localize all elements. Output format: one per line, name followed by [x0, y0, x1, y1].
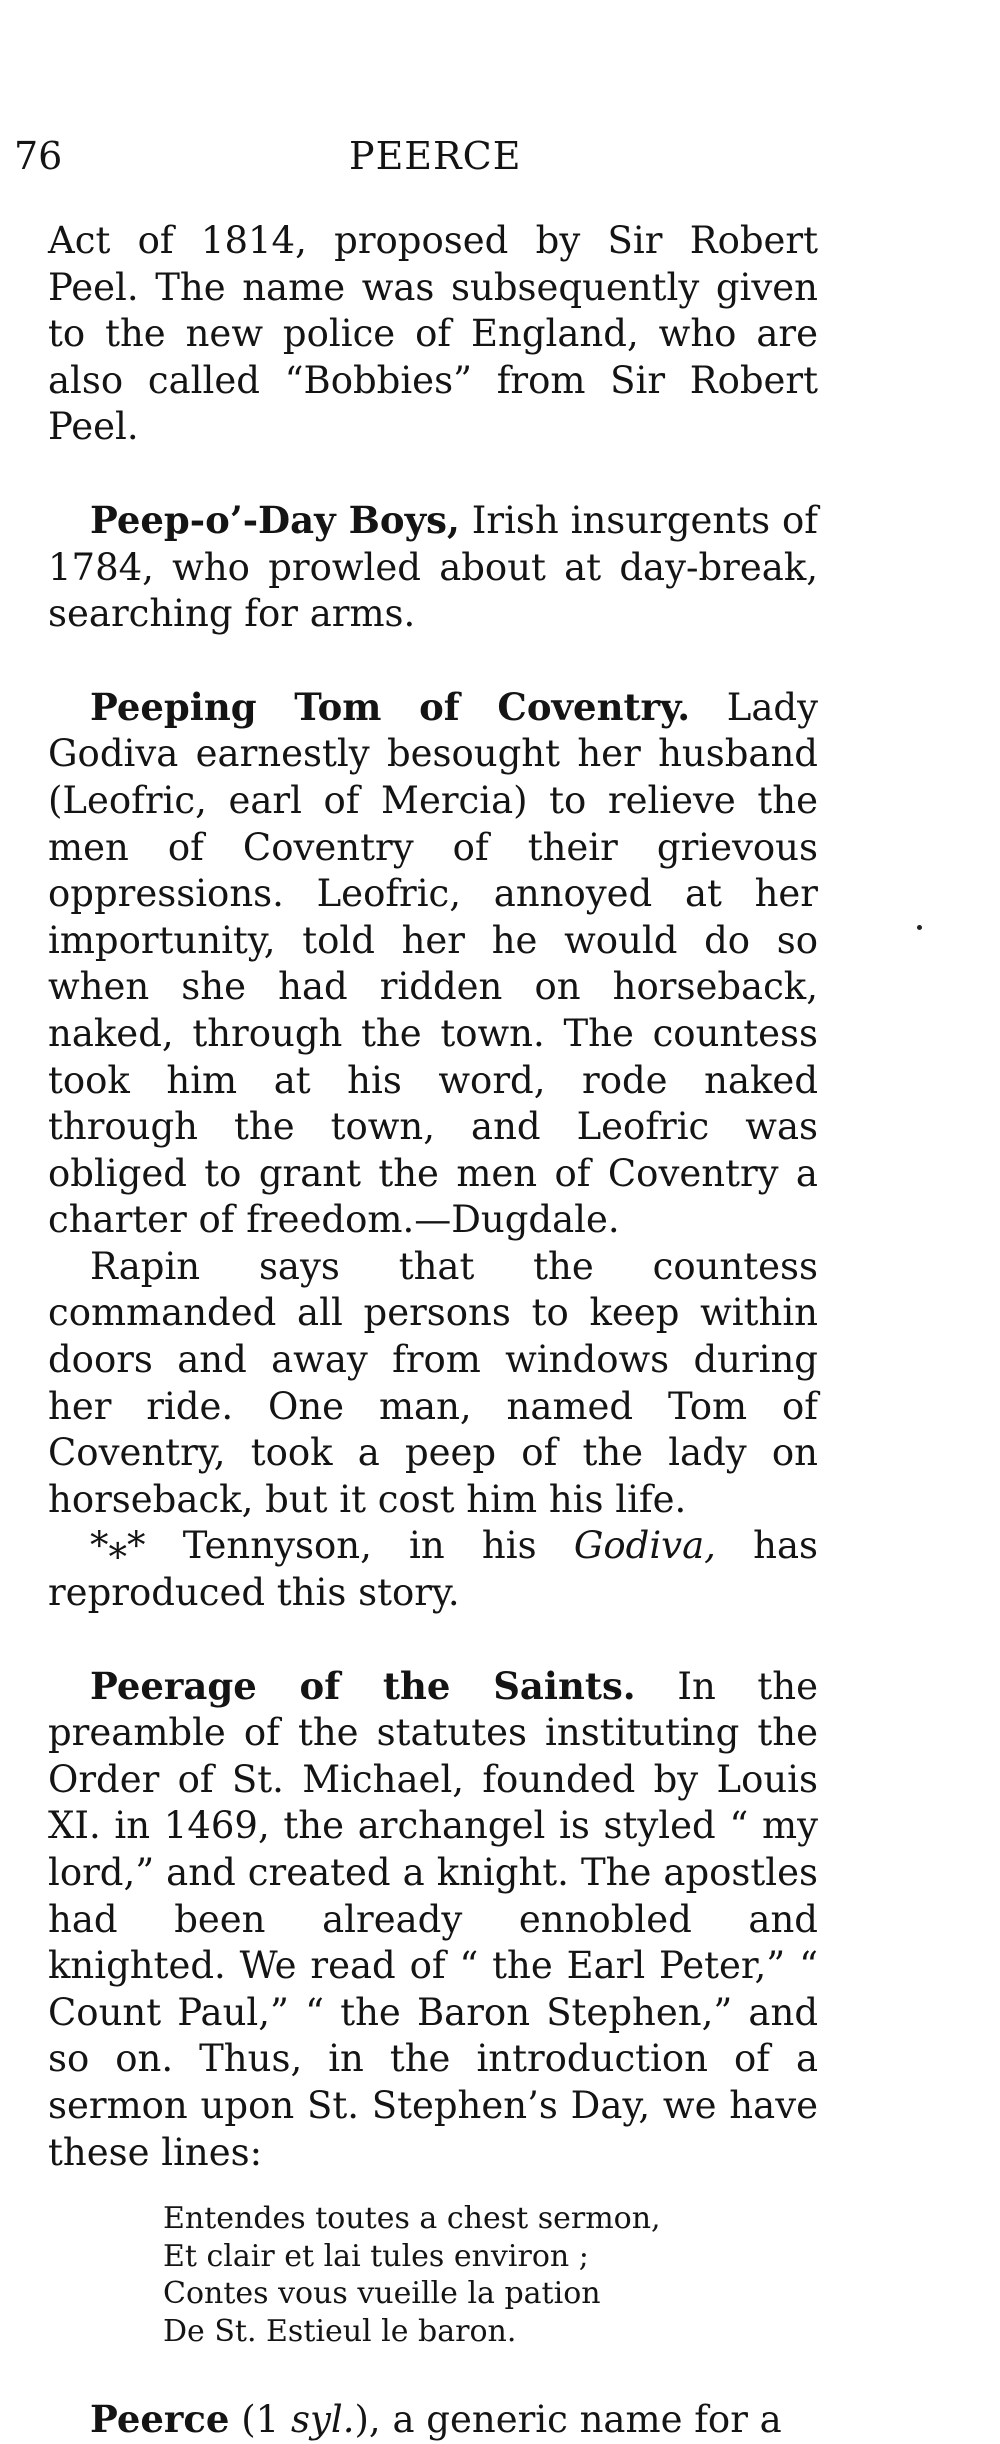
- entry-definition: In the preamble of the statutes instituting the Order of St. Michael, founded by Louis XI. in 1469, the archangel is styled “ my lord,” and created a knight. The apostles had been already ennobled and knighted. We read of “ the Earl Peter,” “ Count Paul,” “ the Baron Stephen,” and so on. Thus, in the introduction of a sermon upon St. Stephen’s Day, we have these lines:: [48, 1664, 819, 2174]
- entry-peeping-tom: [48, 684, 818, 1244]
- asterism-mark: *⁎*: [90, 1524, 146, 1568]
- entry-peerce: Peerce (1 syl.), a generic name for a: [90, 2397, 782, 2442]
- running-head: PEERCE: [349, 134, 522, 178]
- work-title: Godiva,: [573, 1524, 716, 1568]
- stray-ink-dot: [917, 925, 922, 930]
- editorial-note: *⁎* Tennyson, in his Godiva, has reproduced this story.: [48, 1524, 818, 1615]
- entry-continuation: Act of 1814, proposed by Sir Robert Peel. The name was subsequently given to the new police of England, who are also called “Bobbies” from Sir Robert Peel.: [48, 219, 818, 449]
- verse-quotation: [163, 2200, 818, 2350]
- entry-headword: Peerce: [90, 2397, 230, 2442]
- verse-line: De St. Estieul le baron.: [163, 2313, 517, 2349]
- entry-definition: Irish insurgents of 1784, who prowled about at day-break, searching for arms.: [48, 498, 818, 636]
- verse-line: Entendes toutes a chest sermon,: [163, 2201, 661, 2237]
- entry-headword: Peeping Tom of Coventry.: [90, 684, 691, 729]
- entry-definition: Lady Godiva earnestly besought her husband (Leofric, earl of Mercia) to relieve the men of Coventry of their grievous oppressions. Leofric, annoyed at her importunity, told her he would do so when she had ridden on horseback, naked, through the town. The countess took him at his word, rode naked through the town, and Leofric was obliged to grant the men of Coventry a charter of freedom.—Dugdale.: [48, 685, 818, 1242]
- page-header: [14, 128, 814, 184]
- abbreviation: syl.: [291, 2398, 355, 2442]
- entry-definition: a generic name for a: [392, 2398, 782, 2442]
- entry-peerage-of-the-saints: [48, 1663, 818, 2177]
- entry-headword: Peerage of the Saints.: [90, 1663, 636, 1708]
- verse-line: Et clair et lai tules environ ;: [163, 2238, 589, 2274]
- page-number: 76: [14, 134, 63, 178]
- entry-paragraph: Rapin says that the countess commanded all persons to keep within doors and away from windows during her ride. One man, named Tom of Coventry, took a peep of the lady on horseback, but it cost him his life.: [48, 1244, 818, 1521]
- verse-line: Contes vous vueille la pation: [163, 2276, 601, 2312]
- entry-peep-o-day-boys: [48, 497, 818, 638]
- body-text: [48, 218, 818, 2444]
- entry-headword: Peep-o’-Day Boys,: [90, 497, 460, 542]
